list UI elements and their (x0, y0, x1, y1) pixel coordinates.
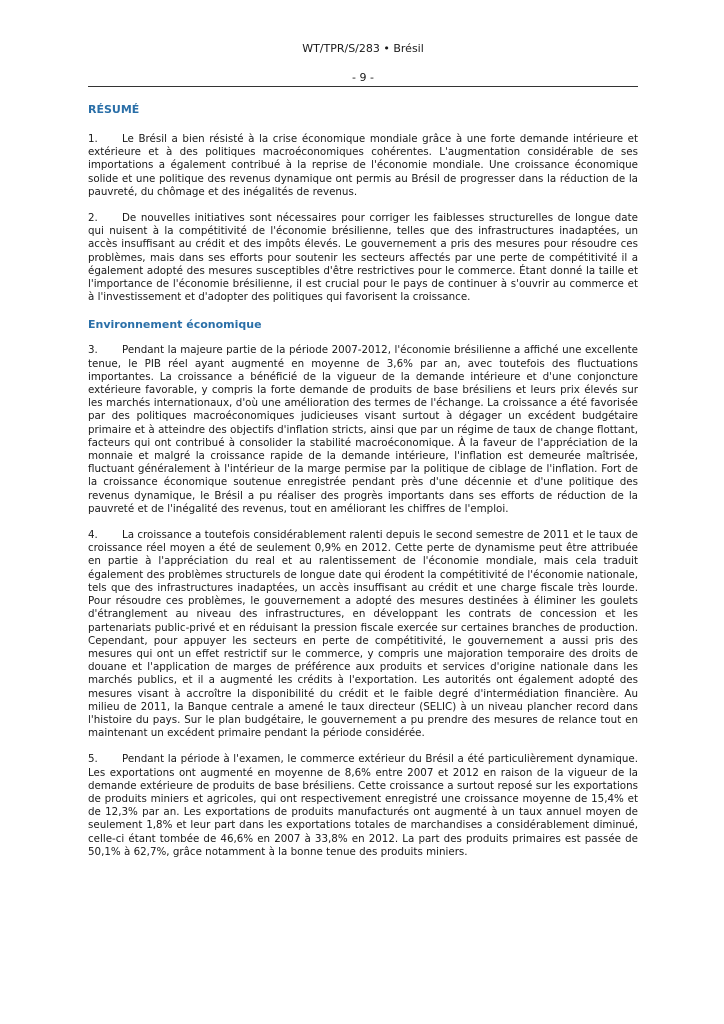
paragraph-number: 1. (88, 133, 98, 145)
paragraph-5 (88, 753, 638, 859)
paragraph-number: 3. (88, 344, 98, 357)
document-body (88, 100, 638, 859)
paragraph-text: Le Brésil a bien résisté à la crise économique mondiale grâce à une forte demande intérieure et extérieure et à des politiques macroéconomiques cohérentes. L'augmentation considérable de ses importations a également contribué à la reprise de l'économie mondiale. Une croissance économique solide et une politique des revenus dynamique ont permis au Brésil de progresser dans la réduction de la pauvreté, du chômage et des inégalités de revenus. (88, 133, 638, 198)
section-title-summary: RÉSUMÉ (88, 103, 140, 116)
paragraph-2 (88, 212, 638, 304)
paragraph-number: 2. (88, 212, 98, 225)
paragraph-text: De nouvelles initiatives sont nécessaires pour corriger les faiblesses structurelles de longue date qui nuisent à la compétitivité de l'économie brésilienne, telles que des infrastructures inadaptées, un accès insuffisant au crédit et des impôts élevés. Le gouvernement a pris des mesures pour résoudre ces problèmes, mais dans ses efforts pour soutenir les secteurs affectés par une perte de compétitivité il a également adopté des mesures susceptibles d'être restrictives pour le commerce. Étant donné la taille et l'importance de l'économie brésilienne, il est crucial pour le pays de continuer à s'ouvrir au commerce et à l'investissement et d'adopter des politiques qui favorisent la croissance. (88, 212, 638, 304)
paragraph-number: 5. (88, 753, 98, 766)
section-title-environment: Environnement économique (88, 318, 262, 332)
paragraph-1 (88, 133, 638, 199)
paragraph-text: La croissance a toutefois considérablement ralenti depuis le second semestre de 2011 et le taux de croissance réel moyen a été de seulement 0,9% en 2012. Cette perte de dynamisme peut être attribuée en partie à l'appréciation du real et au ralentissement de l'économie mondiale, mais cela traduit également des problèmes structurels de longue date qui érodent la compétitivité de l'économie nationale, tels que des infrastructures inadaptées, un accès insuffisant au crédit et une charge fiscale très lourde. Pour résoudre ces problèmes, le gouvernement a adopté des mesures destinées à éliminer les goulets d'étranglement au niveau des infrastructures, en développant les contrats de concession et les partenariats public-privé et en réduisant la pression fiscale exercée sur certaines branches de production. Cependant, pour appuyer les secteurs en perte de compétitivité, le gouvernement a aussi pris des mesures qui ont un effet restrictif sur le commerce, y compris une majoration temporaire des droits de douane et l'application de marges de préférence aux produits et services d'origine nationale dans les marchés publics, et il a augmenté les crédits à l'exportation. Les autorités ont également adopté des mesures visant à accroître la disponibilité du crédit et le faible degré d'intermédiation financière. Au milieu de 2011, la Banque centrale a amené le taux directeur (SELIC) à un niveau plancher record dans l'histoire du pays. Sur le plan budgétaire, le gouvernement a pu prendre des mesures de relance tout en maintenant un excédent primaire pendant la période considérée. (88, 529, 638, 740)
page-number: - 9 - (352, 71, 374, 84)
paragraph-number: 4. (88, 529, 98, 542)
paragraph-4 (88, 529, 638, 740)
document-reference: WT/TPR/S/283 • Brésil (302, 42, 424, 55)
paragraph-text: Pendant la majeure partie de la période 2007-2012, l'économie brésilienne a affiché une excellente tenue, le PIB réel ayant augmenté en moyenne de 3,6% par an, avec toutefois des fluctuations importantes. La croissance a bénéficié de la vigueur de la demande intérieure et d'une conjoncture extérieure favorable, y compris la forte demande de produits de base brésiliens et leurs prix élevés sur les marchés internationaux, d'où une amélioration des termes de l'échange. La croissance a été favorisée par des politiques macroéconomiques judicieuses visant surtout à dégager un excédent budgétaire primaire et à atteindre des objectifs d'inflation stricts, ainsi que par un régime de taux de change flottant, facteurs qui ont contribué à consolider la stabilité macroéconomique. À la faveur de l'appréciation de la monnaie et malgré la croissance rapide de la demande intérieure, l'inflation est demeurée maîtrisée, fluctuant généralement à l'intérieur de la marge permise par la politique de ciblage de l'inflation. Fort de la croissance économique soutenue enregistrée pendant près d'une décennie et d'une politique des revenus dynamique, le Brésil a pu réaliser des progrès importants dans ses efforts de réduction de la pauvreté et de l'inégalité des revenus, tout en améliorant les chiffres de l'emploi. (88, 344, 638, 515)
paragraph-3 (88, 344, 638, 516)
paragraph-text: Pendant la période à l'examen, le commerce extérieur du Brésil a été particulièrement dynamique. Les exportations ont augmenté en moyenne de 8,6% entre 2007 et 2012 en raison de la vigueur de la demande extérieure de produits de base brésiliens. Cette croissance a surtout reposé sur les exportations de produits miniers et agricoles, qui ont respectivement enregistré une croissance moyenne de 15,4% et de 12,3% par an. Les exportations de produits manufacturés ont augmenté à un taux annuel moyen de seulement 1,8% et leur part dans les exportations totales de marchandises a considérablement diminué, celle-ci étant tombée de 46,6% en 2007 à 33,8% en 2012. La part des produits primaires est passée de 50,1% à 62,7%, grâce notamment à la bonne tenue des produits miniers. (88, 753, 638, 858)
header-divider (88, 86, 638, 87)
